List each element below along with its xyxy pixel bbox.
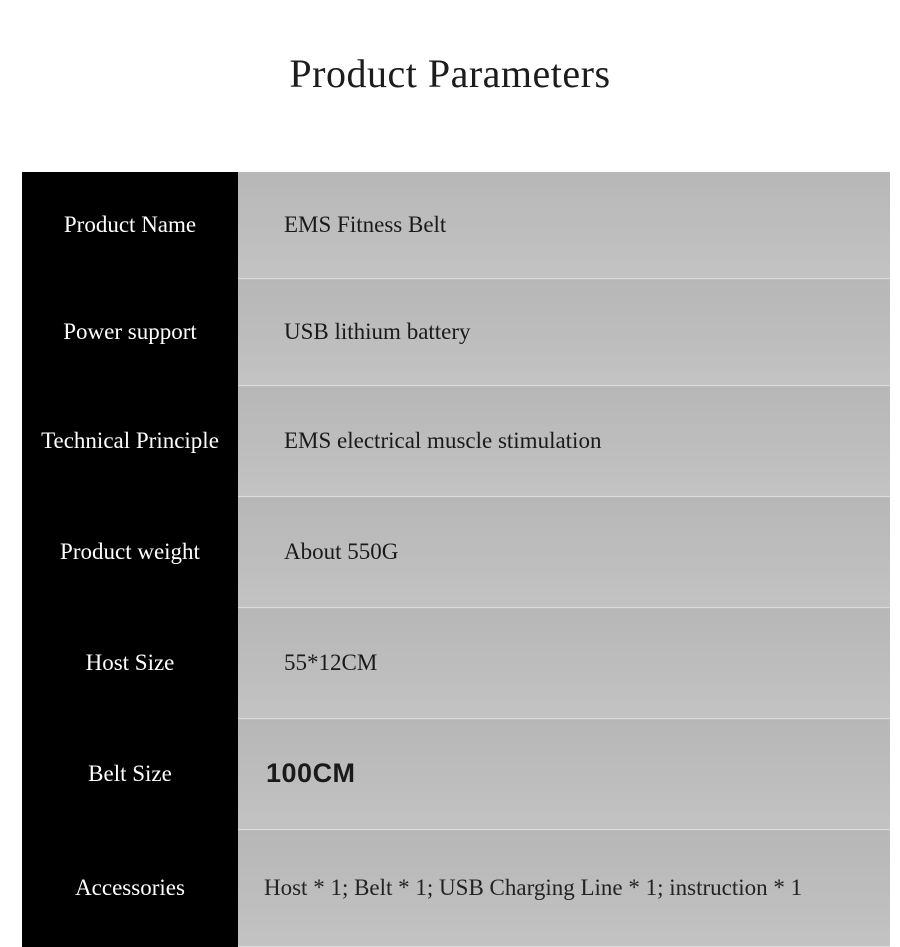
row-value-host-size: 55*12CM: [238, 608, 890, 719]
row-value-technical-principle: EMS electrical muscle stimulation: [238, 386, 890, 497]
row-value-accessories: Host * 1; Belt * 1; USB Charging Line * 1; instruction * 1: [238, 830, 890, 947]
product-parameters-table: [22, 172, 890, 947]
belt-size-unit: CM: [312, 758, 356, 789]
table-row: [22, 172, 890, 279]
table-row: [22, 497, 890, 608]
belt-size-number: 100: [266, 758, 313, 789]
row-label-product-name: Product Name: [22, 172, 238, 279]
row-value-belt-size: [238, 719, 890, 830]
row-value-power-support: USB lithium battery: [238, 279, 890, 386]
row-label-accessories: Accessories: [22, 830, 238, 947]
row-value-product-name: EMS Fitness Belt: [238, 172, 890, 279]
table-row: [22, 608, 890, 719]
row-label-power-support: Power support: [22, 279, 238, 386]
row-label-product-weight: Product weight: [22, 497, 238, 608]
page-title: Product Parameters: [289, 51, 611, 96]
row-label-host-size: Host Size: [22, 608, 238, 719]
table-row: [22, 719, 890, 830]
table-row: [22, 279, 890, 386]
row-value-product-weight: About 550G: [238, 497, 890, 608]
row-label-technical-principle: Technical Principle: [22, 386, 238, 497]
table-row: [22, 830, 890, 947]
row-label-belt-size: Belt Size: [22, 719, 238, 830]
table-row: [22, 386, 890, 497]
